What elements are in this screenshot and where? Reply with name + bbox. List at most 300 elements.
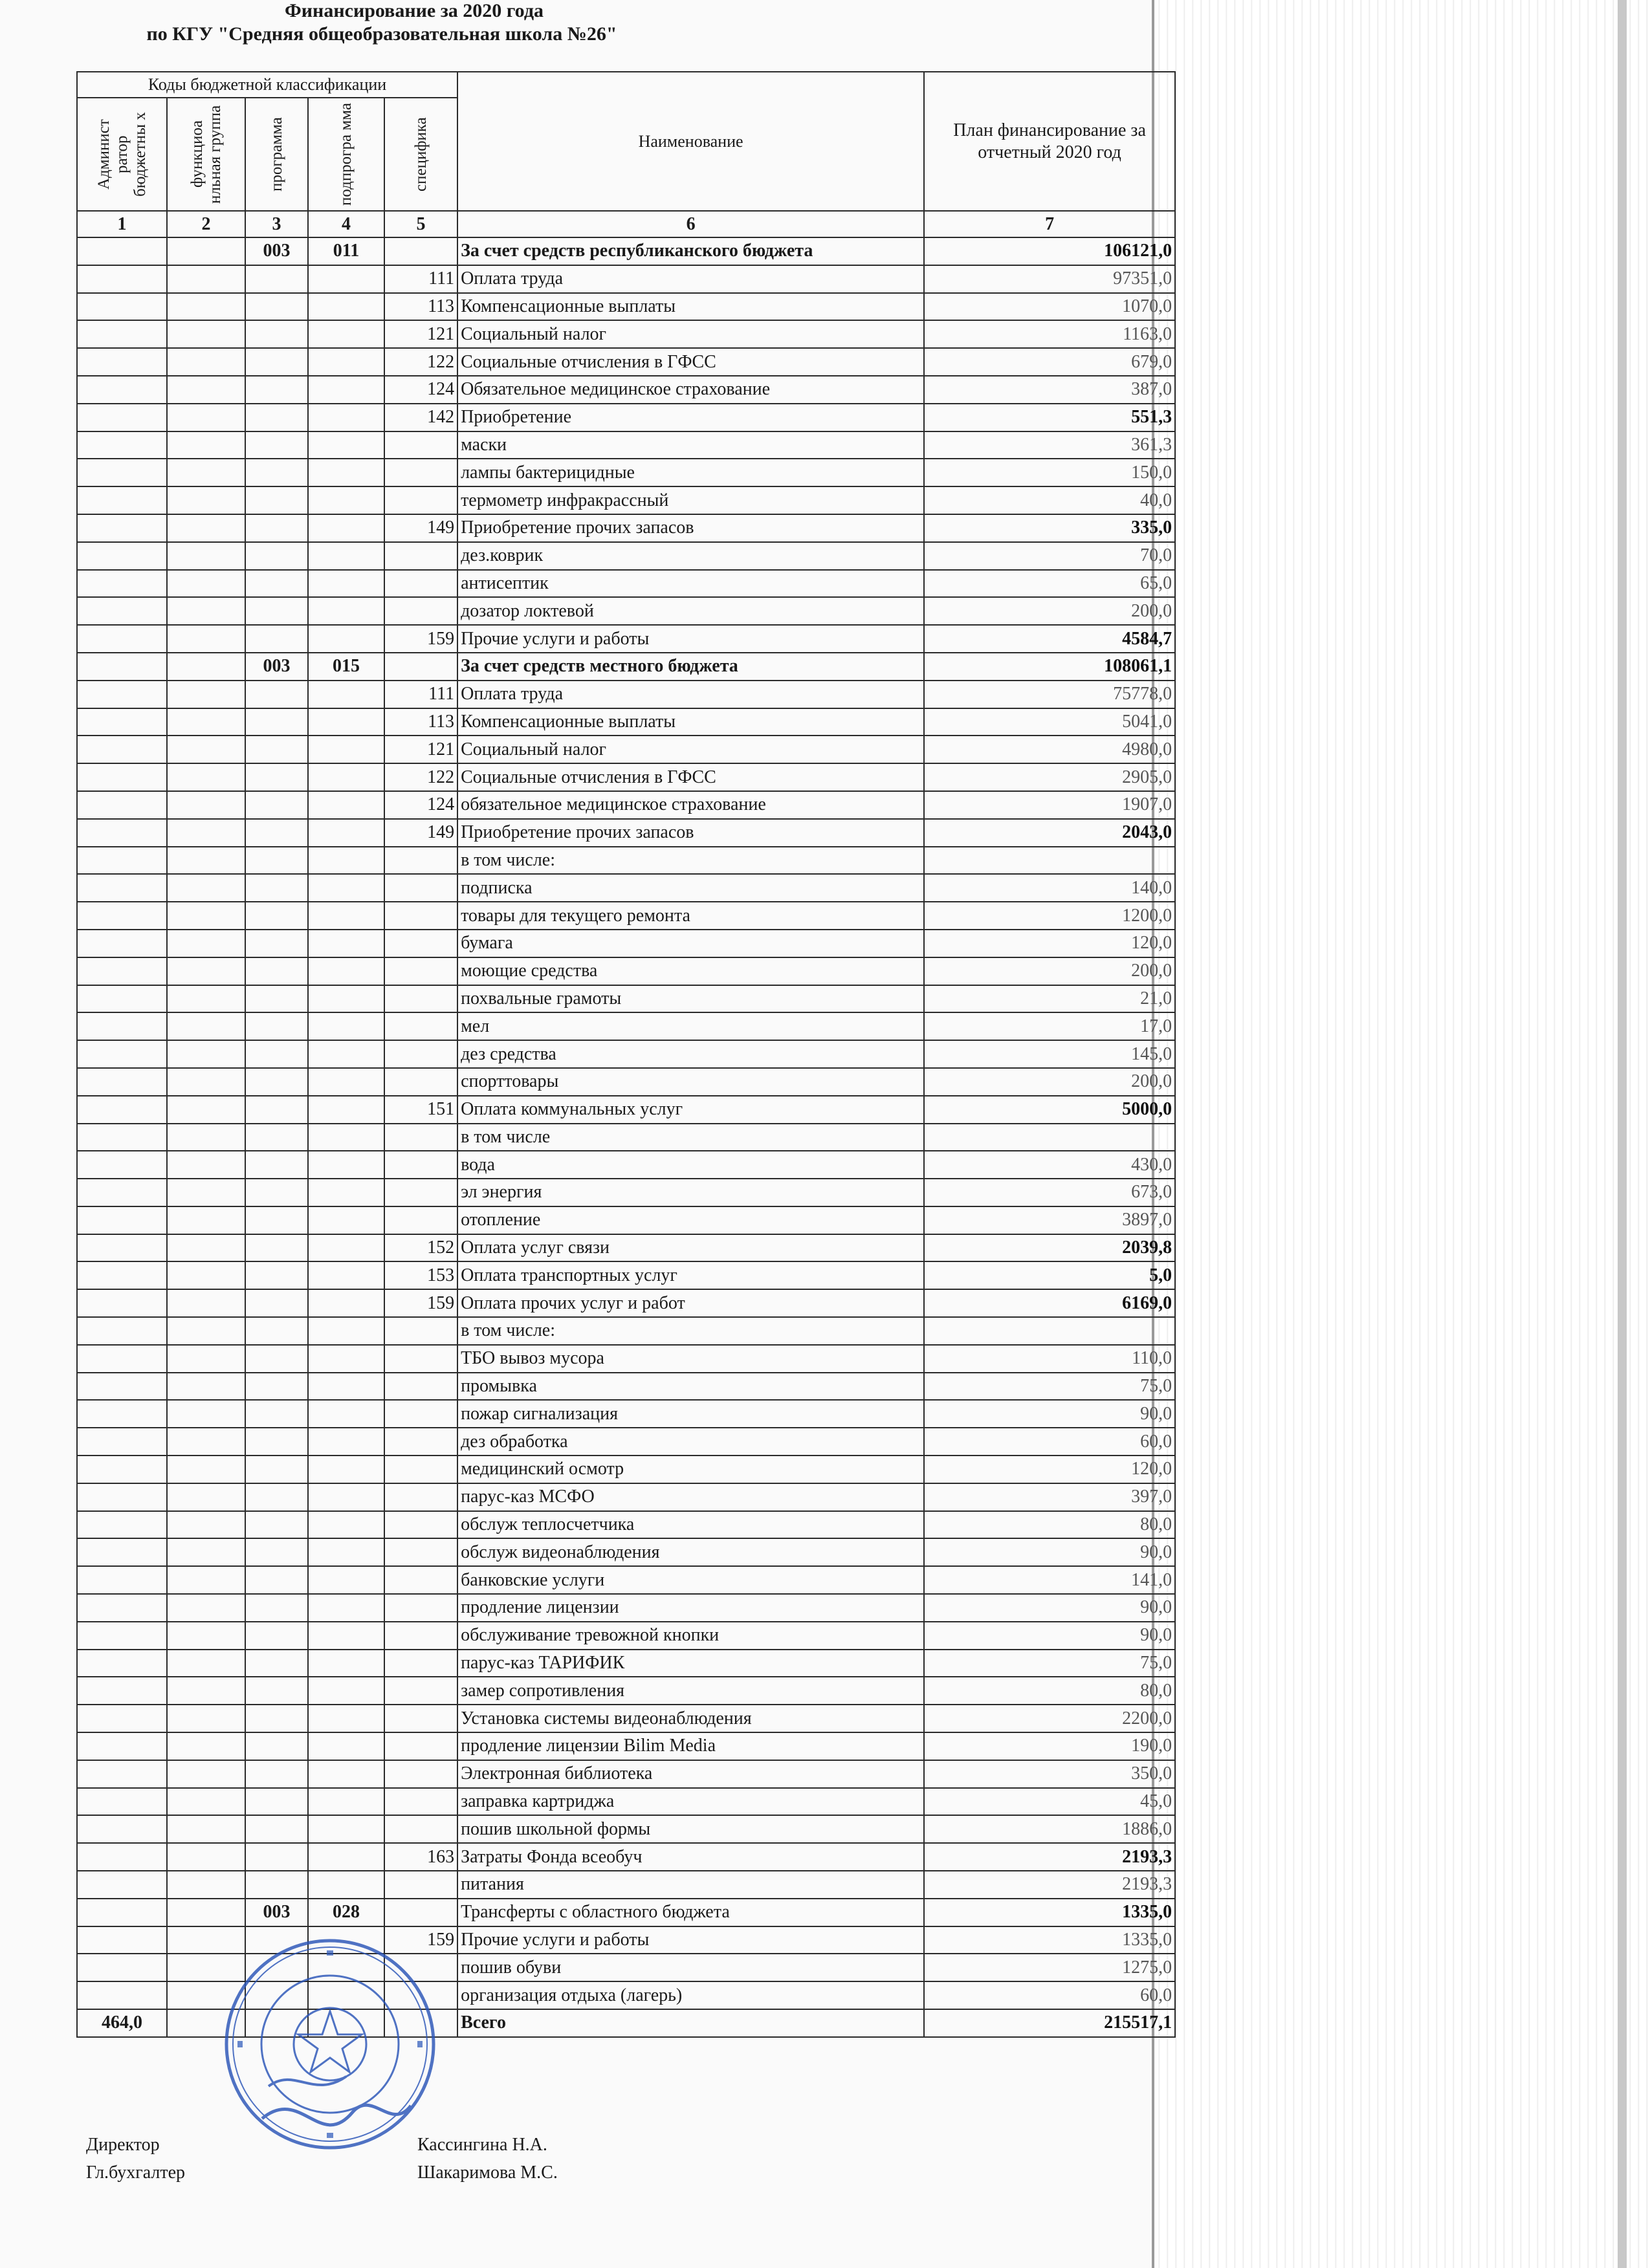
item-name-cell: отопление: [457, 1206, 924, 1234]
func-code-cell: [167, 653, 245, 681]
func-code-cell: [167, 404, 245, 431]
specific-code-cell: 113: [384, 708, 457, 736]
specific-code-cell: 153: [384, 1261, 457, 1289]
subprogram-code-cell: [308, 293, 384, 321]
item-name-cell: товары для текущего ремонта: [457, 902, 924, 930]
program-code-cell: [245, 847, 308, 875]
specific-code-cell: [384, 1650, 457, 1677]
admin-code-cell: [77, 1677, 167, 1705]
admin-code-cell: [77, 1871, 167, 1899]
subprogram-code-cell: [308, 1538, 384, 1566]
table-row: [77, 486, 1175, 514]
item-name-cell: термометр инфракрассный: [457, 486, 924, 514]
func-code-cell: [167, 1594, 245, 1622]
func-code-cell: [167, 930, 245, 957]
admin-code-cell: [77, 1788, 167, 1816]
item-name-cell: вода: [457, 1151, 924, 1179]
program-code-cell: [245, 1566, 308, 1594]
admin-code-cell: [77, 1012, 167, 1040]
table-row: [77, 1068, 1175, 1096]
director-name: Кассингина Н.А.: [417, 2135, 547, 2155]
document-subtitle: по КГУ "Средняя общеобразовательная школа №26": [146, 23, 617, 45]
item-name-cell: Оплата транспортных услуг: [457, 1261, 924, 1289]
func-code-cell: [167, 1538, 245, 1566]
admin-code-cell: [77, 459, 167, 486]
specific-code-cell: 113: [384, 293, 457, 321]
plan-amount-cell: 45,0: [924, 1788, 1175, 1816]
func-code-cell: [167, 681, 245, 708]
program-code-cell: [245, 1815, 308, 1843]
prog-column-header: [245, 98, 308, 211]
subprogram-code-cell: [308, 1566, 384, 1594]
table-row: [77, 1373, 1175, 1401]
specific-code-cell: [384, 902, 457, 930]
func-code-cell: [167, 237, 245, 265]
plan-amount-cell: 97351,0: [924, 265, 1175, 293]
table-row: [77, 348, 1175, 376]
table-row: [77, 1511, 1175, 1539]
func-code-cell: [167, 1622, 245, 1650]
table-row: [77, 1677, 1175, 1705]
admin-code-cell: [77, 736, 167, 763]
item-name-cell: Социальный налог: [457, 320, 924, 348]
specific-code-cell: 142: [384, 404, 457, 431]
program-code-cell: [245, 1705, 308, 1732]
item-name-cell: заправка картриджа: [457, 1788, 924, 1816]
program-code-cell: [245, 874, 308, 902]
program-code-cell: [245, 708, 308, 736]
admin-code-cell: [77, 237, 167, 265]
plan-amount-cell: 6169,0: [924, 1289, 1175, 1317]
func-code-cell: [167, 1483, 245, 1511]
admin-code-cell: [77, 1899, 167, 1926]
func-code-cell: [167, 1012, 245, 1040]
accountant-name: Шакаримова М.С.: [417, 2163, 558, 2183]
subprogram-code-cell: [308, 1428, 384, 1456]
admin-code-cell: [77, 1511, 167, 1539]
program-code-cell: [245, 265, 308, 293]
subprogram-code-cell: [308, 1511, 384, 1539]
program-code-cell: [245, 957, 308, 985]
subprogram-code-cell: [308, 1732, 384, 1760]
item-name-cell: моющие средства: [457, 957, 924, 985]
table-row: [77, 1650, 1175, 1677]
specific-code-cell: 121: [384, 320, 457, 348]
table-row: [77, 1594, 1175, 1622]
func-code-cell: [167, 1788, 245, 1816]
table-row: [77, 1705, 1175, 1732]
column-number: 5: [384, 211, 457, 237]
specific-code-cell: [384, 1815, 457, 1843]
program-code-cell: [245, 376, 308, 404]
specific-code-cell: 159: [384, 1926, 457, 1954]
table-row: [77, 736, 1175, 763]
specific-code-cell: 159: [384, 1289, 457, 1317]
program-code-cell: [245, 597, 308, 625]
func-code-cell: [167, 597, 245, 625]
program-code-cell: [245, 1538, 308, 1566]
subprogram-code-cell: [308, 847, 384, 875]
specific-code-cell: [384, 1373, 457, 1401]
plan-amount-cell: 2200,0: [924, 1705, 1175, 1732]
subprogram-code-cell: [308, 625, 384, 653]
program-code-cell: 003: [245, 1899, 308, 1926]
official-stamp: [223, 1937, 437, 2151]
subprogram-code-cell: [308, 1040, 384, 1068]
plan-amount-cell: [924, 847, 1175, 875]
table-row: [77, 1317, 1175, 1345]
admin-column-header-text: Админист ратор бюджетны х: [94, 112, 149, 197]
table-row: [77, 819, 1175, 847]
plan-amount-cell: 75,0: [924, 1373, 1175, 1401]
func-code-cell: [167, 1400, 245, 1428]
specific-code-cell: [384, 1732, 457, 1760]
plan-amount-cell: 110,0: [924, 1345, 1175, 1373]
specific-code-cell: 121: [384, 736, 457, 763]
header-row-group: [77, 72, 1175, 98]
item-name-cell: парус-каз МСФО: [457, 1483, 924, 1511]
item-name-cell: Оплата прочих услуг и работ: [457, 1289, 924, 1317]
plan-amount-cell: 75,0: [924, 1650, 1175, 1677]
func-code-cell: [167, 708, 245, 736]
subprogram-code-cell: [308, 1483, 384, 1511]
plan-amount-cell: 80,0: [924, 1511, 1175, 1539]
program-code-cell: [245, 1732, 308, 1760]
specific-code-cell: [384, 1400, 457, 1428]
subprogram-code-cell: [308, 1594, 384, 1622]
admin-code-cell: [77, 763, 167, 791]
func-code-cell: [167, 1289, 245, 1317]
program-code-cell: [245, 1400, 308, 1428]
plan-amount-cell: 1335,0: [924, 1899, 1175, 1926]
table-row: [77, 653, 1175, 681]
item-name-cell: За счет средств местного бюджета: [457, 653, 924, 681]
plan-column-header: [924, 72, 1175, 211]
program-code-cell: [245, 570, 308, 598]
subprogram-code-cell: [308, 514, 384, 542]
func-code-cell: [167, 1345, 245, 1373]
item-name-cell: обслуж теплосчетчика: [457, 1511, 924, 1539]
plan-amount-cell: 65,0: [924, 570, 1175, 598]
specific-code-cell: [384, 1206, 457, 1234]
table-row: [77, 431, 1175, 459]
admin-code-cell: [77, 847, 167, 875]
table-row: [77, 293, 1175, 321]
item-name-cell: Социальные отчисления в ГФСС: [457, 763, 924, 791]
admin-code-cell: [77, 542, 167, 570]
item-name-cell: дез.коврик: [457, 542, 924, 570]
item-name-cell: Трансферты с областного бюджета: [457, 1899, 924, 1926]
plan-amount-cell: 200,0: [924, 957, 1175, 985]
plan-amount-cell: 120,0: [924, 1456, 1175, 1483]
specific-code-cell: 122: [384, 348, 457, 376]
subprogram-code-cell: [308, 486, 384, 514]
func-code-cell: [167, 1096, 245, 1124]
specific-code-cell: [384, 1760, 457, 1788]
table-row: [77, 404, 1175, 431]
program-code-cell: [245, 1428, 308, 1456]
subprogram-code-cell: [308, 1400, 384, 1428]
item-name-cell: маски: [457, 431, 924, 459]
table-row: [77, 265, 1175, 293]
plan-amount-cell: 17,0: [924, 1012, 1175, 1040]
specific-code-cell: 124: [384, 376, 457, 404]
specific-code-cell: [384, 1705, 457, 1732]
table-row: [77, 1538, 1175, 1566]
table-row: [77, 1261, 1175, 1289]
table-row: [77, 1483, 1175, 1511]
subprogram-code-cell: [308, 1373, 384, 1401]
admin-code-cell: [77, 819, 167, 847]
admin-code-cell: [77, 1124, 167, 1151]
table-row: [77, 1456, 1175, 1483]
func-code-cell: [167, 1705, 245, 1732]
specific-code-cell: [384, 459, 457, 486]
func-code-cell: [167, 1317, 245, 1345]
table-row: [77, 1899, 1175, 1926]
subprogram-code-cell: [308, 265, 384, 293]
program-code-cell: [245, 1483, 308, 1511]
budget-codes-header: Коды бюджетной классификации: [77, 72, 457, 98]
subprogram-code-cell: [308, 597, 384, 625]
program-code-cell: [245, 736, 308, 763]
admin-code-cell: [77, 570, 167, 598]
specific-code-cell: [384, 597, 457, 625]
item-name-cell: Оплата коммунальных услуг: [457, 1096, 924, 1124]
plan-amount-cell: 150,0: [924, 459, 1175, 486]
func-code-cell: [167, 514, 245, 542]
item-name-cell: Оплата труда: [457, 265, 924, 293]
program-code-cell: [245, 542, 308, 570]
item-name-cell: Социальные отчисления в ГФСС: [457, 348, 924, 376]
table-row: [77, 1206, 1175, 1234]
table-row: [77, 1179, 1175, 1206]
plan-amount-cell: 70,0: [924, 542, 1175, 570]
program-code-cell: [245, 791, 308, 819]
table-row: [77, 625, 1175, 653]
subprogram-code-cell: [308, 570, 384, 598]
subprogram-code-cell: [308, 1871, 384, 1899]
subprogram-code-cell: [308, 1843, 384, 1871]
subprogram-code-cell: [308, 763, 384, 791]
specific-code-cell: [384, 1151, 457, 1179]
admin-code-cell: [77, 1456, 167, 1483]
plan-amount-cell: 361,3: [924, 431, 1175, 459]
specific-code-cell: [384, 847, 457, 875]
program-code-cell: [245, 1096, 308, 1124]
func-code-cell: [167, 1206, 245, 1234]
program-code-cell: [245, 1760, 308, 1788]
plan-amount-cell: 5,0: [924, 1261, 1175, 1289]
plan-amount-cell: 60,0: [924, 1428, 1175, 1456]
table-row: [77, 1151, 1175, 1179]
table-row: [77, 376, 1175, 404]
specific-code-cell: [384, 431, 457, 459]
plan-amount-cell: 430,0: [924, 1151, 1175, 1179]
subprogram-code-cell: [308, 819, 384, 847]
program-code-cell: [245, 486, 308, 514]
plan-amount-cell: 75778,0: [924, 681, 1175, 708]
table-row: [77, 708, 1175, 736]
func-code-cell: [167, 431, 245, 459]
admin-code-cell: [77, 320, 167, 348]
specific-code-cell: 111: [384, 265, 457, 293]
specific-code-cell: 149: [384, 514, 457, 542]
admin-code-cell: [77, 1261, 167, 1289]
item-name-cell: лампы бактерицидные: [457, 459, 924, 486]
specific-code-cell: [384, 1483, 457, 1511]
program-code-cell: [245, 431, 308, 459]
item-name-cell: Оплата услуг связи: [457, 1234, 924, 1262]
plan-amount-cell: 1200,0: [924, 902, 1175, 930]
subprogram-code-cell: [308, 431, 384, 459]
plan-amount-cell: 140,0: [924, 874, 1175, 902]
specific-code-cell: 111: [384, 681, 457, 708]
item-name-cell: обслуж видеонаблюдения: [457, 1538, 924, 1566]
func-code-cell: [167, 376, 245, 404]
subprogram-code-cell: [308, 1261, 384, 1289]
program-code-cell: [245, 1788, 308, 1816]
func-code-cell: [167, 1124, 245, 1151]
table-body: [77, 237, 1175, 2037]
subprogram-code-cell: [308, 1206, 384, 1234]
specific-code-cell: 122: [384, 763, 457, 791]
func-code-cell: [167, 1677, 245, 1705]
admin-code-cell: [77, 1179, 167, 1206]
func-code-cell: [167, 265, 245, 293]
admin-code-cell: [77, 1289, 167, 1317]
plan-amount-cell: 350,0: [924, 1760, 1175, 1788]
plan-amount-cell: [924, 1124, 1175, 1151]
plan-amount-cell: 120,0: [924, 930, 1175, 957]
director-label: Директор: [86, 2135, 160, 2155]
func-code-cell: [167, 542, 245, 570]
program-code-cell: [245, 1206, 308, 1234]
table-row: [77, 1428, 1175, 1456]
plan-amount-cell: 1163,0: [924, 320, 1175, 348]
admin-code-cell: [77, 1538, 167, 1566]
program-code-cell: [245, 1345, 308, 1373]
plan-amount-cell: 21,0: [924, 985, 1175, 1013]
specific-code-cell: [384, 1124, 457, 1151]
admin-code-cell: [77, 625, 167, 653]
table-row: [77, 1788, 1175, 1816]
admin-code-cell: [77, 1594, 167, 1622]
admin-code-cell: [77, 874, 167, 902]
specific-code-cell: [384, 1179, 457, 1206]
plan-amount-cell: 1275,0: [924, 1954, 1175, 1981]
spec-column-header: [384, 98, 457, 211]
admin-code-cell: [77, 985, 167, 1013]
func-code-cell: [167, 1179, 245, 1206]
item-name-cell: организация отдыха (лагерь): [457, 1981, 924, 2009]
program-code-cell: [245, 1151, 308, 1179]
plan-amount-cell: 90,0: [924, 1400, 1175, 1428]
item-name-cell: промывка: [457, 1373, 924, 1401]
item-name-cell: Приобретение: [457, 404, 924, 431]
plan-amount-cell: 551,3: [924, 404, 1175, 431]
program-code-cell: [245, 320, 308, 348]
specific-code-cell: [384, 1012, 457, 1040]
specific-code-cell: [384, 1538, 457, 1566]
plan-amount-cell: 5000,0: [924, 1096, 1175, 1124]
admin-code-cell: [77, 1234, 167, 1262]
table-row: [77, 514, 1175, 542]
table-row: [77, 1040, 1175, 1068]
subprogram-code-cell: [308, 985, 384, 1013]
subprogram-code-cell: 015: [308, 653, 384, 681]
item-name-cell: дозатор локтевой: [457, 597, 924, 625]
func-code-cell: [167, 1456, 245, 1483]
column-number: 6: [457, 211, 924, 237]
subprogram-code-cell: [308, 1179, 384, 1206]
specific-code-cell: [384, 874, 457, 902]
admin-code-cell: [77, 1040, 167, 1068]
func-code-cell: [167, 1428, 245, 1456]
item-name-cell: Всего: [457, 2009, 924, 2037]
item-name-cell: ТБО вывоз мусора: [457, 1345, 924, 1373]
func-code-cell: [167, 1899, 245, 1926]
program-code-cell: [245, 1373, 308, 1401]
admin-code-cell: [77, 1622, 167, 1650]
column-number: 3: [245, 211, 308, 237]
subprog-column-header: [308, 98, 384, 211]
func-code-cell: [167, 957, 245, 985]
subprogram-code-cell: [308, 1317, 384, 1345]
table-row: [77, 1566, 1175, 1594]
program-code-cell: [245, 1456, 308, 1483]
specific-code-cell: [384, 1040, 457, 1068]
item-name-cell: Электронная библиотека: [457, 1760, 924, 1788]
program-code-cell: [245, 1622, 308, 1650]
specific-code-cell: 151: [384, 1096, 457, 1124]
table-row: [77, 1124, 1175, 1151]
admin-code-cell: [77, 597, 167, 625]
admin-code-cell: [77, 1428, 167, 1456]
subprogram-code-cell: [308, 1096, 384, 1124]
item-name-cell: пошив школьной формы: [457, 1815, 924, 1843]
item-name-cell: парус-каз ТАРИФИК: [457, 1650, 924, 1677]
item-name-cell: в том числе: [457, 1124, 924, 1151]
table-row: [77, 1345, 1175, 1373]
program-code-cell: [245, 902, 308, 930]
admin-code-cell: [77, 265, 167, 293]
program-code-cell: [245, 514, 308, 542]
item-name-cell: банковские услуги: [457, 1566, 924, 1594]
program-code-cell: 003: [245, 237, 308, 265]
plan-amount-cell: 200,0: [924, 597, 1175, 625]
func-code-cell: [167, 1511, 245, 1539]
item-name-cell: продление лицензии Bilim Media: [457, 1732, 924, 1760]
program-code-cell: [245, 293, 308, 321]
plan-amount-cell: 2039,8: [924, 1234, 1175, 1262]
func-code-cell: [167, 1732, 245, 1760]
table-row: [77, 874, 1175, 902]
specific-code-cell: [384, 1566, 457, 1594]
subprogram-code-cell: [308, 376, 384, 404]
func-code-cell: [167, 1815, 245, 1843]
func-code-cell: [167, 1151, 245, 1179]
table-row: [77, 1012, 1175, 1040]
program-code-cell: [245, 763, 308, 791]
plan-column-header-text: План финансирование за отчетный 2020 год: [953, 120, 1146, 162]
admin-column-header: [77, 98, 167, 211]
func-code-cell: [167, 320, 245, 348]
plan-amount-cell: 141,0: [924, 1566, 1175, 1594]
specific-code-cell: [384, 1345, 457, 1373]
admin-code-cell: [77, 1732, 167, 1760]
item-name-cell: За счет средств республиканского бюджета: [457, 237, 924, 265]
